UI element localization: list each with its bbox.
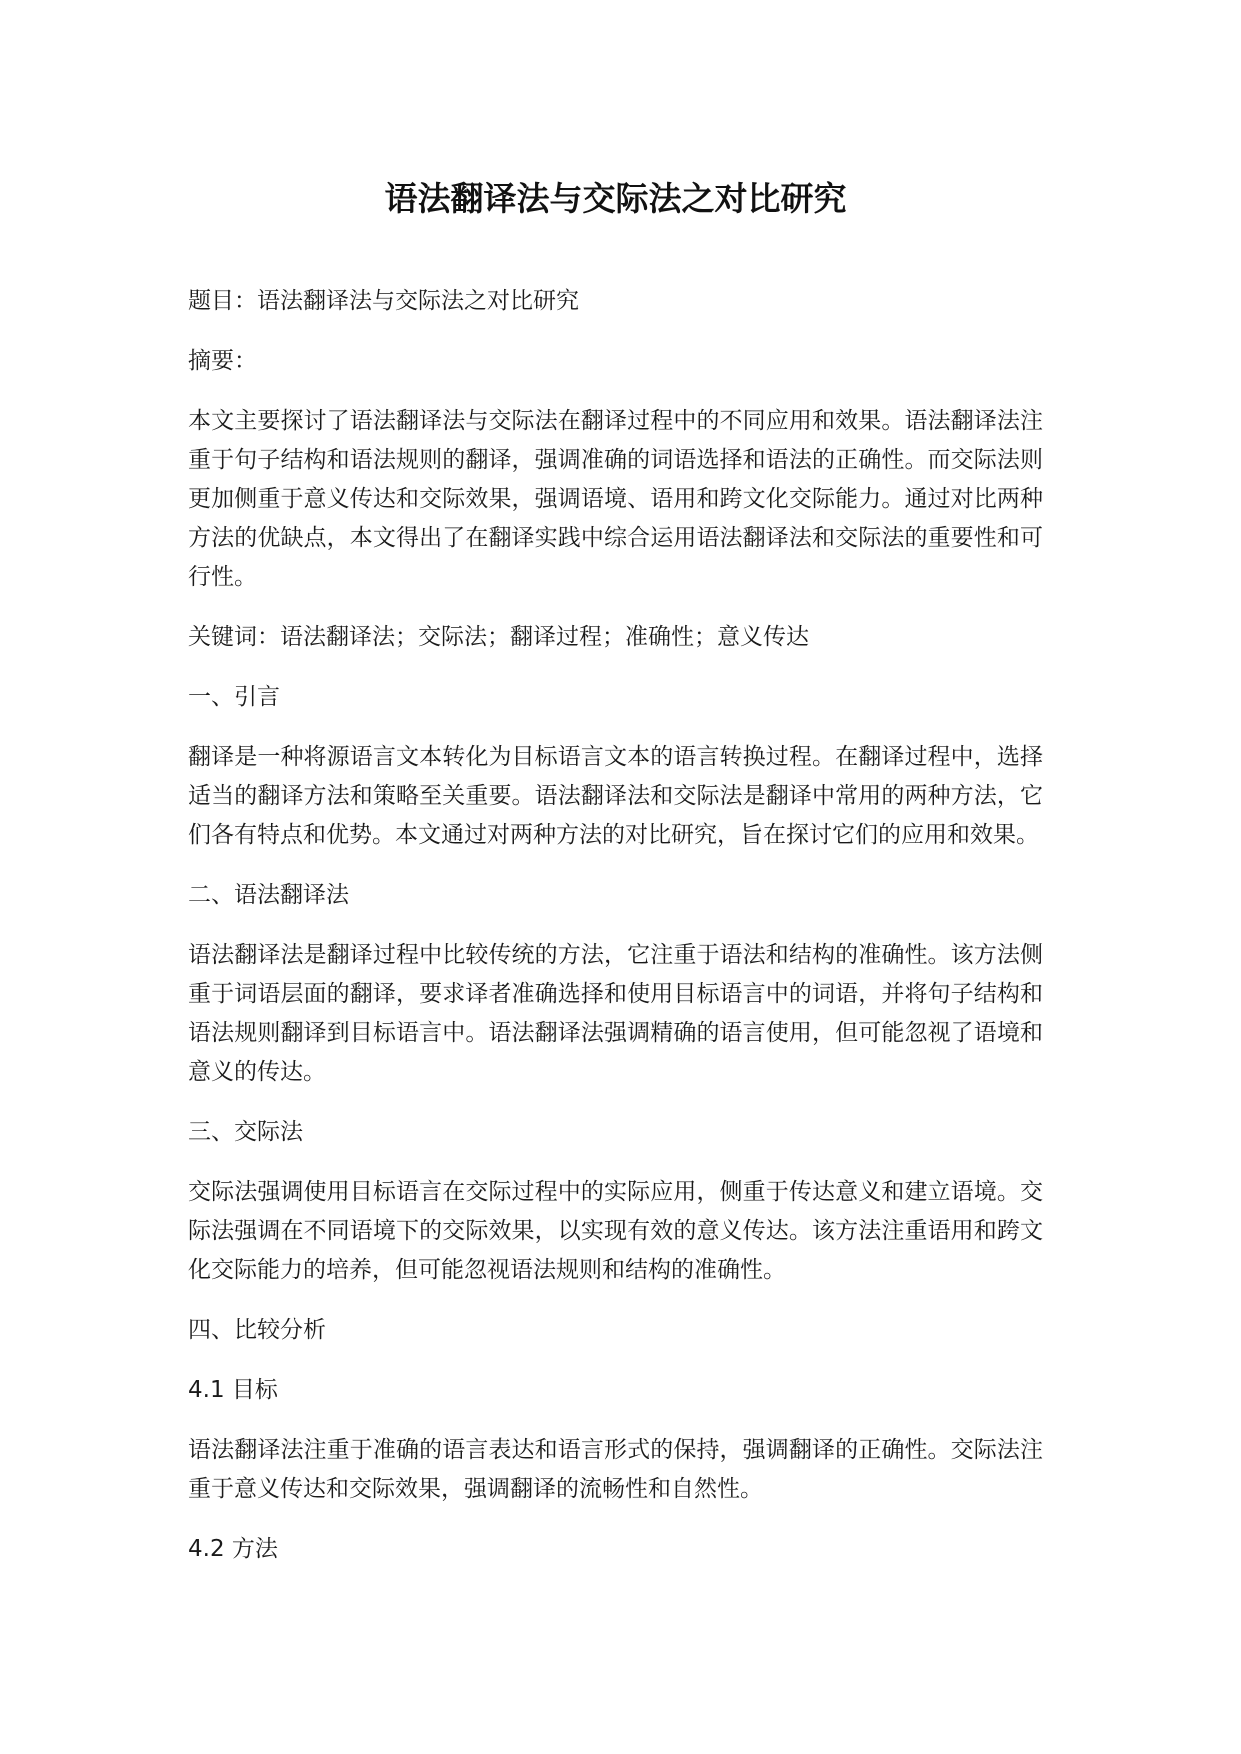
- subsection-paragraph-goals: 语法翻译法注重于准确的语言表达和语言形式的保持，强调翻译的正确性。交际法注重于意义传达和交际效果，强调翻译的流畅性和自然性。: [188, 1437, 1043, 1502]
- document-title: 语法翻译法与交际法之对比研究: [384, 179, 847, 218]
- section-paragraph-communicative: 交际法强调使用目标语言在交际过程中的实际应用，侧重于传达意义和建立语境。交际法强调在不同语境下的交际效果，以实现有效的意义传达。该方法注重语用和跨文化交际能力的培养，但可能忽视语法规则和结构的准确性。: [188, 1179, 1043, 1283]
- section-paragraph-grammar-translation: 语法翻译法是翻译过程中比较传统的方法，它注重于语法和结构的准确性。该方法侧重于词语层面的翻译，要求译者准确选择和使用目标语言中的词语，并将句子结构和语法规则翻译到目标语言中。语法翻译法强调精确的语言使用，但可能忽视了语境和意义的传达。: [188, 942, 1043, 1085]
- section-heading-comparison: 四、比较分析: [188, 1317, 326, 1343]
- abstract-label: 摘要：: [188, 348, 257, 374]
- document-body: [188, 282, 1043, 1590]
- abstract-paragraph: 本文主要探讨了语法翻译法与交际法在翻译过程中的不同应用和效果。语法翻译法注重于句子结构和语法规则的翻译，强调准确的词语选择和语法的正确性。而交际法则更加侧重于意义传达和交际效果，强调语境、语用和跨文化交际能力。通过对比两种方法的优缺点，本文得出了在翻译实践中综合运用语法翻译法和交际法的重要性和可行性。: [188, 408, 1043, 590]
- subsection-heading-methods: 4.2 方法: [188, 1536, 278, 1562]
- section-paragraph-introduction: 翻译是一种将源语言文本转化为目标语言文本的语言转换过程。在翻译过程中，选择适当的翻译方法和策略至关重要。语法翻译法和交际法是翻译中常用的两种方法，它们各有特点和优势。本文通过对两种方法的对比研究，旨在探讨它们的应用和效果。: [188, 744, 1043, 848]
- subsection-heading-goals: 4.1 目标: [188, 1377, 278, 1403]
- section-heading-introduction: 一、引言: [188, 684, 280, 710]
- section-heading-communicative: 三、交际法: [188, 1119, 303, 1145]
- topic-line: 题目：语法翻译法与交际法之对比研究: [188, 288, 579, 314]
- keywords-line: 关键词：语法翻译法；交际法；翻译过程；准确性；意义传达: [188, 624, 809, 650]
- section-heading-grammar-translation: 二、语法翻译法: [188, 882, 349, 908]
